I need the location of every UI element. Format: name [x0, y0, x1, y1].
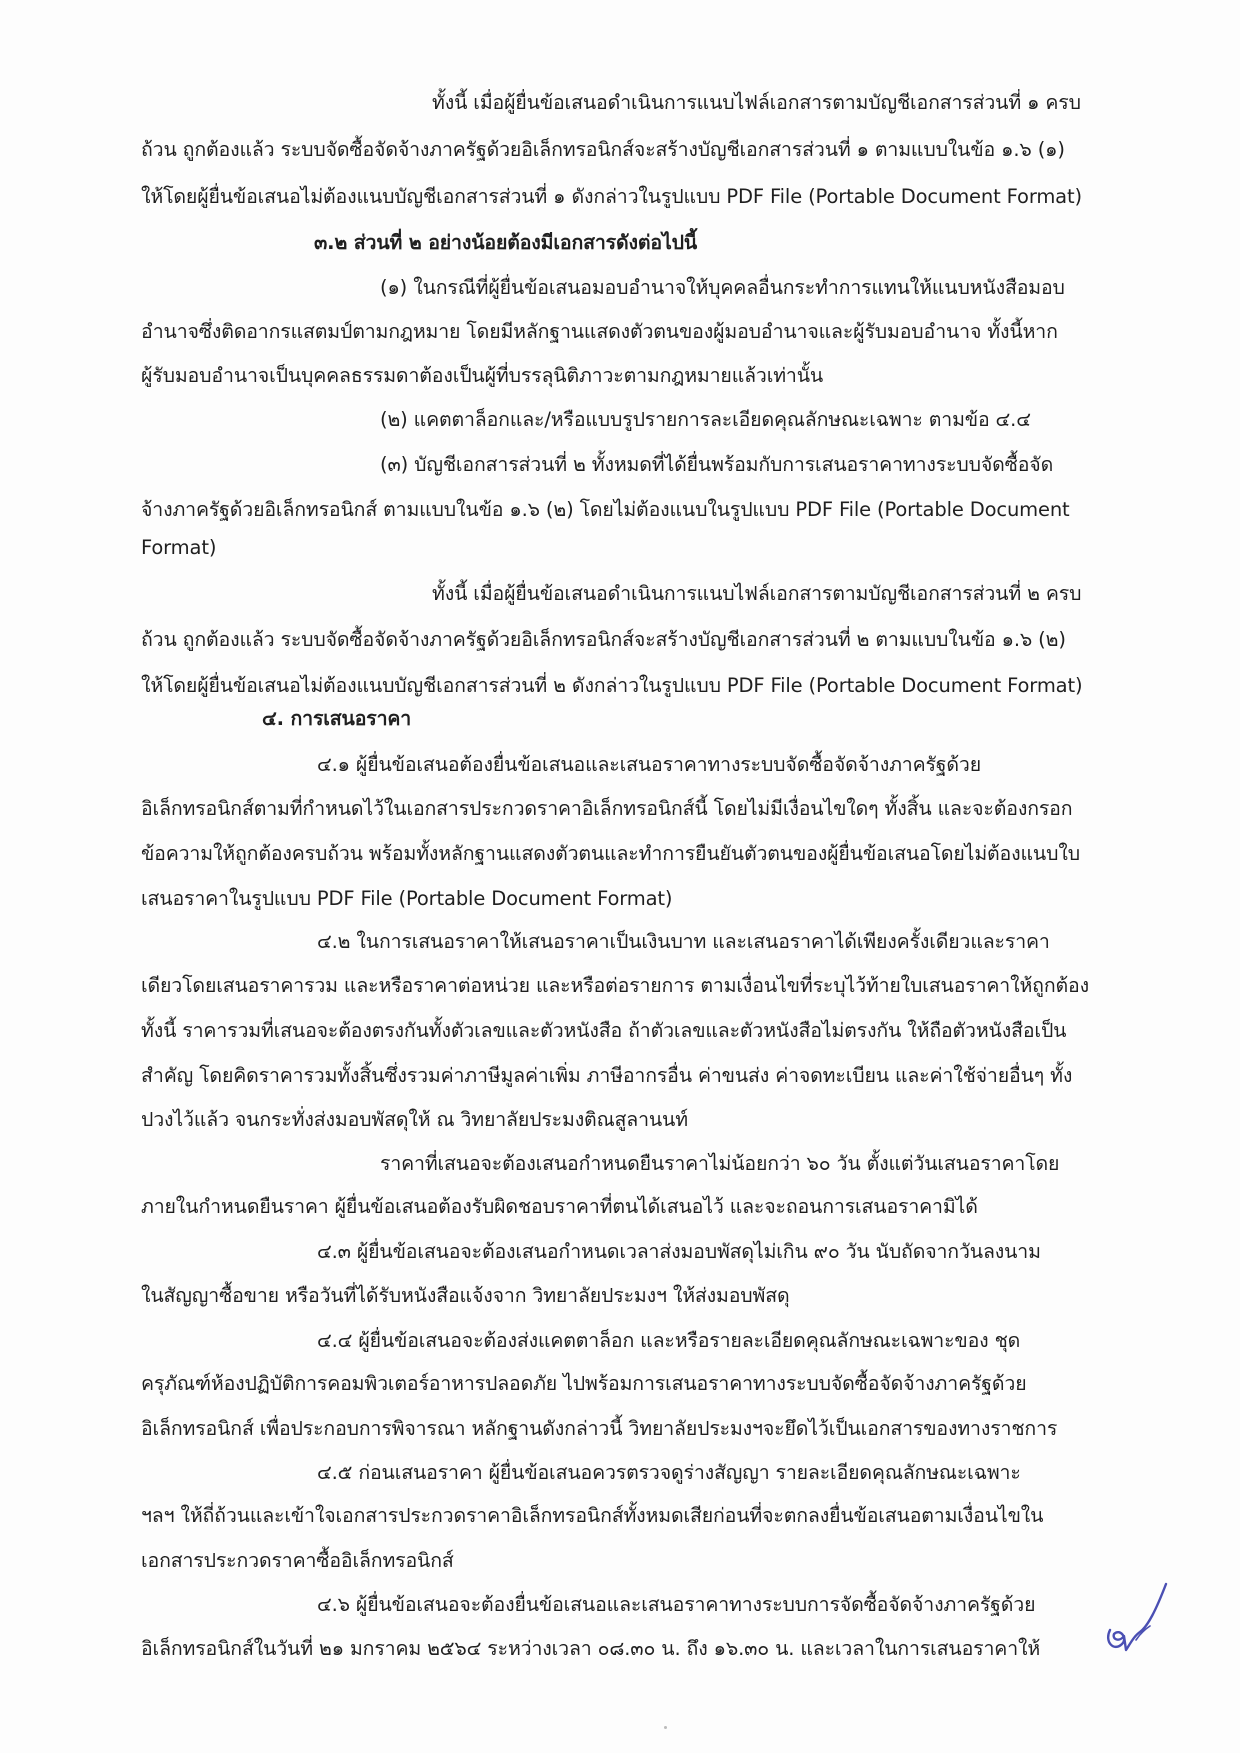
paragraph-line: ทั้งนี้ เมื่อผู้ยื่นข้อเสนอดำเนินการแนบไฟล์เอกสารตามบัญชีเอกสารส่วนที่ ๒ ครบ [432, 582, 1082, 605]
paragraph-line: เอกสารประกวดราคาซื้ออิเล็กทรอนิกส์ [141, 1549, 454, 1572]
paragraph-line: ให้โดยผู้ยื่นข้อเสนอไม่ต้องแนบบัญชีเอกสารส่วนที่ ๑ ดังกล่าวในรูปแบบ PDF File (Portable Document Format) [141, 185, 1082, 208]
paragraph-line: (๑) ในกรณีที่ผู้ยื่นข้อเสนอมอบอำนาจให้บุคคลอื่นกระทำการแทนให้แนบหนังสือมอบ [380, 276, 1065, 299]
paragraph-line: ครุภัณฑ์ห้องปฏิบัติการคอมพิวเตอร์อาหารปลอดภัย ไปพร้อมการเสนอราคาทางระบบจัดซื้อจัดจ้างภาครัฐด้วย [141, 1372, 1027, 1395]
paragraph-line: อิเล็กทรอนิกส์ในวันที่ ๒๑ มกราคม ๒๕๖๔ ระหว่างเวลา ๐๘.๓๐ น. ถึง ๑๖.๓๐ น. และเวลาในการเสนอราคาให้ [141, 1637, 1041, 1660]
paragraph-line: อิเล็กทรอนิกส์ตามที่กำหนดไว้ในเอกสารประกวดราคาอิเล็กทรอนิกส์นี้ โดยไม่มีเงื่อนไขใดๆ ทั้งสิ้น และจะต้องกรอก [141, 797, 1073, 820]
paragraph-line: ข้อความให้ถูกต้องครบถ้วน พร้อมทั้งหลักฐานแสดงตัวตนและทำการยืนยันตัวตนของผู้ยื่นข้อเสนอโดยไม่ต้องแนบใบ [141, 842, 1080, 865]
paragraph-line: ฯลฯ ให้ถี่ถ้วนและเข้าใจเอกสารประกวดราคาอิเล็กทรอนิกส์ทั้งหมดเสียก่อนที่จะตกลงยื่นข้อเสนอตามเงื่อนไขใน [141, 1504, 1044, 1527]
paragraph-line: อำนาจซึ่งติดอากรแสตมป์ตามกฎหมาย โดยมีหลักฐานแสดงตัวตนของผู้มอบอำนาจและผู้รับมอบอำนาจ ทั้งนี้หาก [141, 320, 1058, 343]
section-heading: ๓.๒ ส่วนที่ ๒ อย่างน้อยต้องมีเอกสารดังต่อไปนี้ [314, 231, 698, 254]
paragraph-line: (๓) บัญชีเอกสารส่วนที่ ๒ ทั้งหมดที่ได้ยื่นพร้อมกับการเสนอราคาทางระบบจัดซื้อจัด [380, 453, 1054, 476]
paragraph-line: เดียวโดยเสนอราคารวม และหรือราคาต่อหน่วย และหรือต่อรายการ ตามเงื่อนไขที่ระบุไว้ท้ายใบเสนอราคาให้ถูกต้อง [141, 974, 1089, 997]
paragraph-line: ๔.๓ ผู้ยื่นข้อเสนอจะต้องเสนอกำหนดเวลาส่งมอบพัสดุไม่เกิน ๙๐ วัน นับถัดจากวันลงนาม [317, 1240, 1041, 1263]
paragraph-line: ภายในกำหนดยืนราคา ผู้ยื่นข้อเสนอต้องรับผิดชอบราคาที่ตนได้เสนอไว้ และจะถอนการเสนอราคามิได้ [141, 1195, 978, 1218]
paragraph-line: ให้โดยผู้ยื่นข้อเสนอไม่ต้องแนบบัญชีเอกสารส่วนที่ ๒ ดังกล่าวในรูปแบบ PDF File (Portable Document Format) [141, 674, 1083, 697]
paragraph-line: อิเล็กทรอนิกส์ เพื่อประกอบการพิจารณา หลักฐานดังกล่าวนี้ วิทยาลัยประมงฯจะยึดไว้เป็นเอกสารของทางราชการ [141, 1417, 1058, 1440]
paragraph-line: ถ้วน ถูกต้องแล้ว ระบบจัดซื้อจัดจ้างภาครัฐด้วยอิเล็กทรอนิกส์จะสร้างบัญชีเอกสารส่วนที่ ๒ ตามแบบในข้อ ๑.๖ (๒) [141, 628, 1066, 651]
paragraph-line: เสนอราคาในรูปแบบ PDF File (Portable Document Format) [141, 887, 673, 910]
paragraph-line: ทั้งนี้ เมื่อผู้ยื่นข้อเสนอดำเนินการแนบไฟล์เอกสารตามบัญชีเอกสารส่วนที่ ๑ ครบ [432, 91, 1081, 114]
paragraph-line: ผู้รับมอบอำนาจเป็นบุคคลธรรมดาต้องเป็นผู้ที่บรรลุนิติภาวะตามกฎหมายแล้วเท่านั้น [141, 364, 824, 387]
section-heading: ๔. การเสนอราคา [262, 707, 412, 730]
handwritten-signature [1100, 1570, 1180, 1660]
paragraph-line: ๔.๕ ก่อนเสนอราคา ผู้ยื่นข้อเสนอควรตรวจดูร่างสัญญา รายละเอียดคุณลักษณะเฉพาะ [317, 1461, 1021, 1484]
paragraph-line: ถ้วน ถูกต้องแล้ว ระบบจัดซื้อจัดจ้างภาครัฐด้วยอิเล็กทรอนิกส์จะสร้างบัญชีเอกสารส่วนที่ ๑ ตามแบบในข้อ ๑.๖ (๑) [141, 138, 1065, 161]
paragraph-line: ๔.๑ ผู้ยื่นข้อเสนอต้องยื่นข้อเสนอและเสนอราคาทางระบบจัดซื้อจัดจ้างภาครัฐด้วย [317, 753, 982, 776]
paragraph-line: ๔.๔ ผู้ยื่นข้อเสนอจะต้องส่งแคตตาล็อก และหรือรายละเอียดคุณลักษณะเฉพาะของ ชุด [317, 1329, 1021, 1352]
paragraph-line: ๔.๖ ผู้ยื่นข้อเสนอจะต้องยื่นข้อเสนอและเสนอราคาทางระบบการจัดซื้อจัดจ้างภาครัฐด้วย [317, 1593, 1036, 1616]
paragraph-line: จ้างภาครัฐด้วยอิเล็กทรอนิกส์ ตามแบบในข้อ ๑.๖ (๒) โดยไม่ต้องแนบในรูปแบบ PDF File (Portable Document [141, 498, 1070, 521]
paragraph-line: ทั้งนี้ ราคารวมที่เสนอจะต้องตรงกันทั้งตัวเลขและตัวหนังสือ ถ้าตัวเลขและตัวหนังสือไม่ตรงกัน ให้ถือตัวหนังสือเป็น [141, 1019, 1067, 1042]
paragraph-line: ปวงไว้แล้ว จนกระทั่งส่งมอบพัสดุให้ ณ วิทยาลัยประมงติณสูลานนท์ [141, 1108, 688, 1131]
scan-speck [664, 1726, 667, 1729]
paragraph-line: ๔.๒ ในการเสนอราคาให้เสนอราคาเป็นเงินบาท และเสนอราคาได้เพียงครั้งเดียวและราคา [317, 930, 1050, 953]
paragraph-line: ในสัญญาซื้อขาย หรือวันที่ได้รับหนังสือแจ้งจาก วิทยาลัยประมงฯ ให้ส่งมอบพัสดุ [141, 1284, 790, 1307]
paragraph-line: (๒) แคตตาล็อกและ/หรือแบบรูปรายการละเอียดคุณลักษณะเฉพาะ ตามข้อ ๔.๔ [380, 408, 1031, 431]
paragraph-line: ราคาที่เสนอจะต้องเสนอกำหนดยืนราคาไม่น้อยกว่า ๖๐ วัน ตั้งแต่วันเสนอราคาโดย [380, 1152, 1060, 1175]
paragraph-line: สำคัญ โดยคิดราคารวมทั้งสิ้นซึ่งรวมค่าภาษีมูลค่าเพิ่ม ภาษีอากรอื่น ค่าขนส่ง ค่าจดทะเบียน และค่าใช้จ่ายอื่นๆ ทั้ง [141, 1064, 1073, 1087]
paragraph-line: Format) [141, 536, 217, 559]
